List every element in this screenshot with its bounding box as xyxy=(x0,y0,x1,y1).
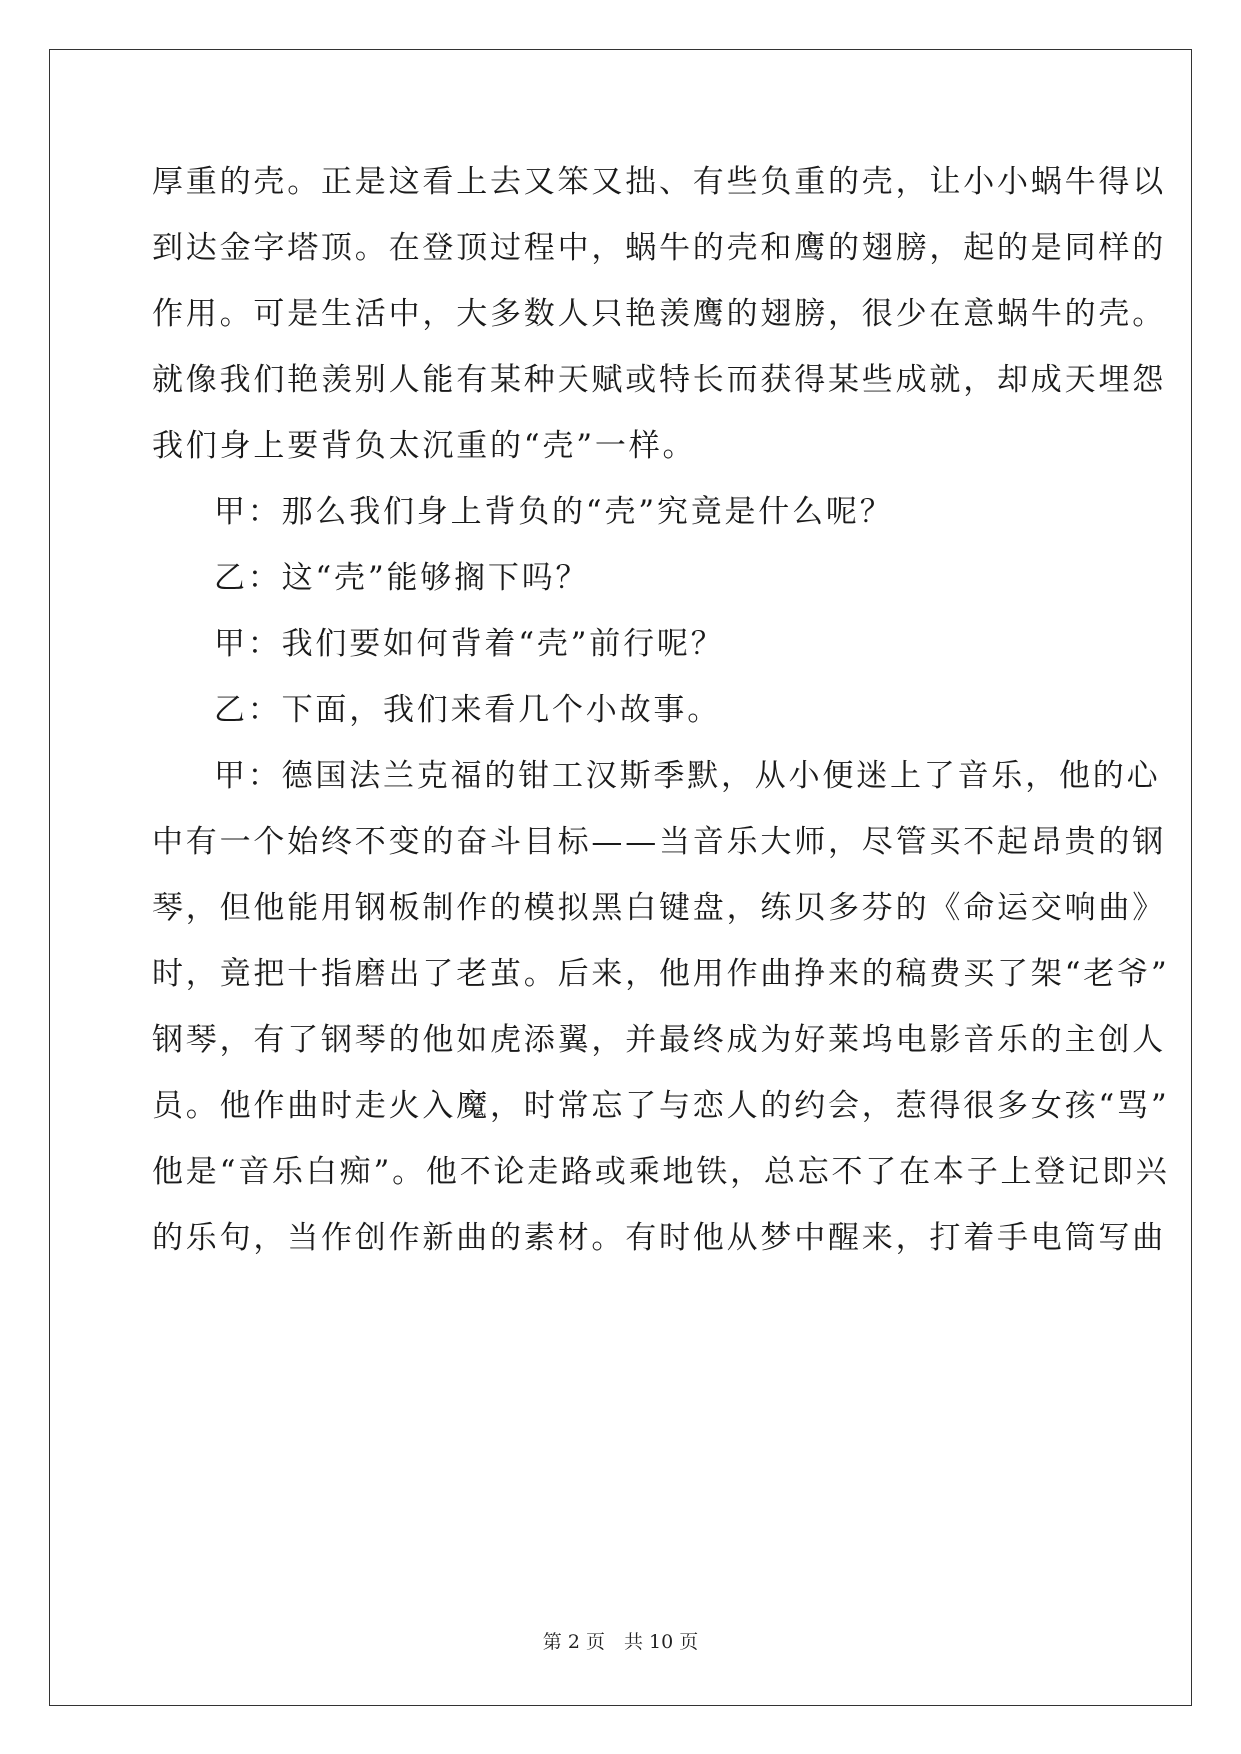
text-line: 时，竟把十指磨出了老茧。后来，他用作曲挣来的稿费买了架“老爷” xyxy=(152,956,1170,992)
dialogue-line: 乙：下面，我们来看几个小故事。 xyxy=(214,692,721,728)
text-line: 钢琴，有了钢琴的他如虎添翼，并最终成为好莱坞电影音乐的主创人 xyxy=(152,1022,1166,1058)
text-line: 中有一个始终不变的奋斗目标——当音乐大师，尽管买不起昂贵的钢 xyxy=(152,824,1166,860)
text-line: 厚重的壳。正是这看上去又笨又拙、有些负重的壳，让小小蜗牛得以 xyxy=(152,164,1166,200)
text-line: 就像我们艳羡别人能有某种天赋或特长而获得某些成就，却成天埋怨 xyxy=(152,362,1166,398)
text-line: 的乐句，当作创作新曲的素材。有时他从梦中醒来，打着手电筒写曲 xyxy=(152,1220,1166,1256)
text-line: 琴，但他能用钢板制作的模拟黑白键盘，练贝多芬的《命运交响曲》 xyxy=(152,890,1166,926)
dialogue-line: 甲：我们要如何背着“壳”前行呢？ xyxy=(214,626,725,662)
dialogue-line: 乙：这“壳”能够搁下吗？ xyxy=(214,560,590,596)
text-line: 到达金字塔顶。在登顶过程中，蜗牛的壳和鹰的翅膀，起的是同样的 xyxy=(152,230,1166,266)
text-line: 员。他作曲时走火入魔，时常忘了与恋人的约会，惹得很多女孩“骂” xyxy=(152,1088,1170,1124)
page-footer: 第 2 页 共 10 页 xyxy=(542,1631,699,1653)
text-line: 他是“音乐白痴”。他不论走路或乘地铁，总忘不了在本子上登记即兴 xyxy=(152,1154,1170,1190)
text-line: 我们身上要背负太沉重的“壳”一样。 xyxy=(152,428,697,464)
dialogue-line: 甲：德国法兰克福的钳工汉斯季默，从小便迷上了音乐，他的心 xyxy=(214,758,1161,794)
dialogue-line: 甲：那么我们身上背负的“壳”究竟是什么呢？ xyxy=(214,494,894,530)
text-line: 作用。可是生活中，大多数人只艳羡鹰的翅膀，很少在意蜗牛的壳。 xyxy=(152,296,1166,332)
